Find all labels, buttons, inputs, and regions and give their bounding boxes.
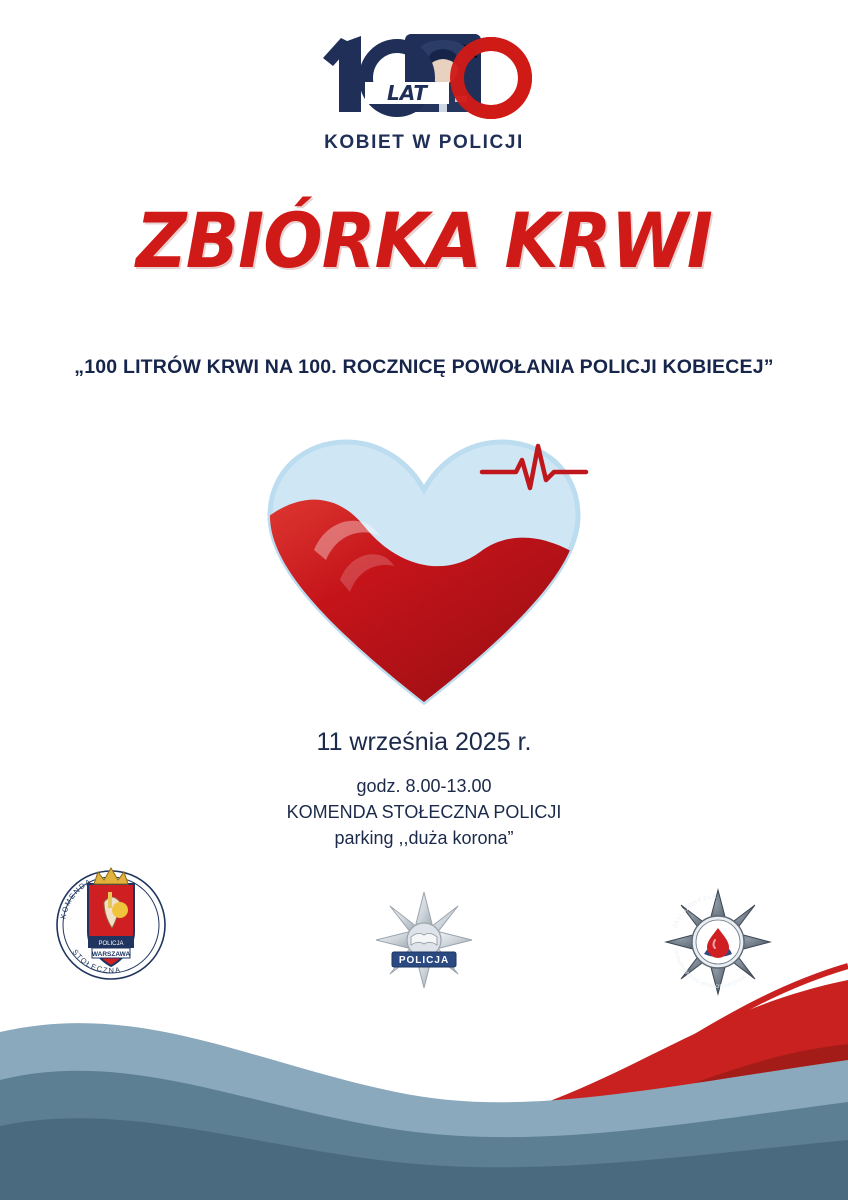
badge-ring-top: KOMENDA [58, 876, 94, 920]
badge-ring-bottom: STOŁECZNA [70, 947, 122, 976]
logo-100-icon [309, 26, 539, 130]
centenary-logo [0, 26, 848, 154]
event-details [0, 728, 848, 851]
badge-ring-top: ZASŁUŻONY DLA [672, 893, 717, 930]
logo-mark [309, 26, 539, 130]
badge-plate-label: POLICJA [398, 955, 450, 966]
page-title: ZBIÓRKA KRWI [135, 196, 713, 285]
heart-with-blood-icon [254, 420, 594, 720]
badge-inner-label: POLICJA [98, 941, 124, 947]
event-parking: parking ,,duża korona” [334, 828, 514, 849]
badge-ring-bottom: HONOROWEGO KRWIODAWSTWA [672, 948, 748, 991]
poster-subtitle: „100 LITRÓW KRWI NA 100. ROCZNICĘ POWOŁANIA POLICJI KOBIECEJ” [74, 356, 774, 378]
badge-plate-label: WARSZAWA [91, 951, 131, 958]
heart-graphic [254, 420, 594, 720]
logo-caption: KOBIET W POLICJI [324, 132, 524, 153]
event-date: 11 września 2025 r. [316, 728, 532, 756]
logo-inner-word: LAT [387, 81, 427, 105]
decorative-waves [0, 940, 848, 1200]
event-hours: godz. 8.00-13.00 [356, 776, 492, 796]
event-place: KOMENDA STOŁECZNA POLICJI [286, 802, 562, 823]
